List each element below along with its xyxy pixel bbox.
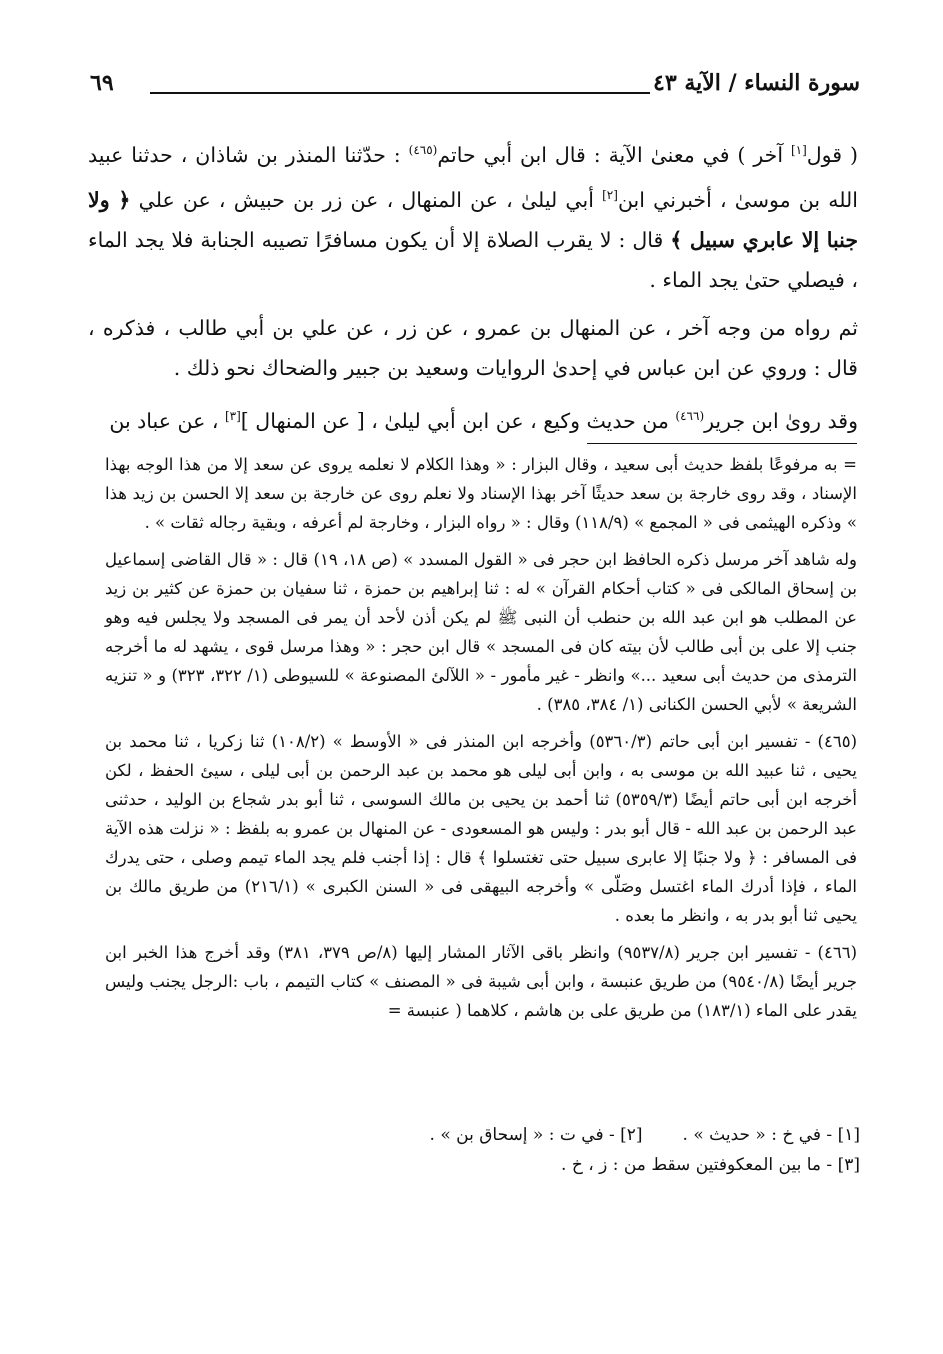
p1-text-4: أبي ليلىٰ ، عن المنهال ، عن زر بن حبيش ، عن علي: [130, 187, 603, 212]
note-ref-1: [١]: [790, 143, 807, 157]
page-number: ٦٩: [90, 70, 114, 96]
note-ref-2: [٢]: [602, 187, 618, 202]
variant-note-2: [٢] - في ت : « إسحاق بن » .: [429, 1125, 643, 1145]
footnote-ref-466: (٤٦٦): [675, 408, 705, 423]
page-header: [90, 70, 860, 110]
paragraph-3: [88, 396, 858, 441]
main-text: [88, 130, 858, 448]
variant-line-2: [150, 1150, 860, 1180]
paragraph-1: [88, 130, 858, 300]
running-title: سورة النساء / الآية ٤٣: [653, 70, 860, 96]
p1-text-3: : حدّثنا المنذر بن شاذان ، حدثنا عبيد الله بن موسىٰ ، أخبرني ابن: [88, 142, 858, 212]
footnote-465: (٤٦٥) - تفسير ابن أبى حاتم (٥٣٦٠/٣) وأخرجه ابن المنذر فى « الأوسط » (١٠٨/٢) ثنا زكريا ، ثنا محمد بن يحيى ، ثنا عبيد الله بن موسى به ، وابن أبى ليلى هو محمد بن عبد الرحمن بن أبى ليلى ، سيئ الحفظ ، لكن أخرجه ابن أبى حاتم أيضًا (٥٣٥٩/٣) ثنا أحمد بن يحيى بن مالك السوسى ، ثنا أبو بدر شجاع بن الوليد ، حدثنى عبد الرحمن بن عبد الله - قال أبو بدر : وليس هو المسعودى - عن المنهال بن عمرو به بلفظ : « نزلت هذه الآية فى المسافر : ﴿ ولا جنبًا إلا عابرى سبيل حتى تغتسلوا ﴾ قال : إذا أجنب فلم يجد الماء تيمم وصلى ، حتى يدرك الماء ، فإذا أدرك الماء اغتسل وصَلّى » وأخرجه البيهقى فى « السنن الكبرى » (٢١٦/١) من طريق مالك بن يحيى ثنا أبو بدر به ، وانظر ما بعده .: [105, 732, 857, 925]
header-rule: [150, 92, 650, 94]
quran-verse: ﴿ ولا جنبا إلا عابري سبيل ﴾: [88, 187, 858, 252]
p3-text-1: وقد رویٰ ابن جریر: [704, 408, 858, 433]
footnote-witness: وله شاهد آخر مرسل ذكره الحافظ ابن حجر فى « القول المسدد » (ص ١٨، ١٩) قال : « قال القاضى إسماعيل بن إسحاق المالكى فى « كتاب أحكام القرآن » له : ثنا إبراهيم بن حمزة ، ثنا سفيان بن حمزة عن كثير بن زيد عن المطلب هو ابن عبد الله بن حنطب أن النبى ﷺ لم يكن أذن لأحد أن يمر فى المسجد ولا يجلس فيه وهو جنب إلا على بن أبى طالب لأن بيته كان فى المسجد » قال ابن حجر : « وهذا مرسل قوى ، يشهد له ما أخرجه الترمذى من حديث أبى سعيد ...» وانظر - غير مأمور - « اللآلئ المصنوعة » للسيوطى (١/ ٣٢٢، ٣٢٣) و « تنزيه الشريعة » لأبي الحسن الكنانى (١/ ٣٨٤، ٣٨٥) .: [105, 550, 858, 714]
variant-note-1: [١] - في خ : « حديث » .: [682, 1125, 860, 1145]
p3-text-3: ، عن عباد بن: [109, 408, 225, 433]
note-ref-3: [٣]: [224, 408, 241, 423]
variant-line-1: [150, 1120, 860, 1150]
paragraph-2: ثم رواه من وجه آخر ، عن المنهال بن عمرو ، عن زر ، عن علي بن أبي طالب ، فذكره ، قال : وروي عن ابن عباس في إحدىٰ الروايات وسعيد بن جبير والضحاك نحو ذلك .: [88, 315, 858, 380]
footnote-466: (٤٦٦) - تفسير ابن جرير (٩٥٣٧/٨) وانظر باقى الآثار المشار إليها (٨/ص ٣٧٩، ٣٨١) وقد أخرج هذا الخبر ابن جرير أيضًا (٩٥٤٠/٨) من طريق عنبسة ، وابن أبى شيبة فى « المصنف » كتاب التيمم ، باب :الرجل يجنب وليس يقدر على الماء (١٨٣/١) من طريق على بن هاشم ، كلاهما ( عنبسة =: [105, 943, 858, 1020]
footnote-rule: [587, 443, 857, 444]
variant-note-3: [٣] - ما بين المعكوفتين سقط من : ز ، خ .: [561, 1155, 860, 1175]
p1-text-2: آخر ) في معنىٰ الآية : قال ابن أبي حاتم: [437, 142, 791, 167]
footnote-ref-465: (٤٦٥): [408, 143, 438, 157]
p1-text-1: ( قول: [806, 142, 858, 167]
footnote-continued: = به مرفوعًا بلفظ حديث أبى سعيد ، وقال البزار : « وهذا الكلام لا نعلمه يروى عن سعد إلا من هذا الوجه بهذا الإسناد ، وقد روى خارجة بن سعد حديثًا آخر بهذا الإسناد ولا نعلم روى عن خارجة بن سعد إلا الحسن بن زيد هذا » وذكره الهيثمى فى « المجمع » (١١٨/٩) وقال : « رواه البزار ، وخارجة لم أعرفه ، وبقية رجاله ثقات » .: [105, 455, 857, 532]
p1-text-5: قال : لا يقرب الصلاة إلا أن يكون مسافرًا تصيبه الجنابة فلا يجد الماء ، فيصلي حتىٰ يجد الماء .: [88, 227, 858, 292]
variant-notes: [150, 1120, 860, 1180]
footnotes: [105, 450, 857, 1033]
p3-text-2: من حديث وكيع ، عن ابن أبي ليلىٰ ، [ عن المنهال ]: [240, 408, 676, 433]
